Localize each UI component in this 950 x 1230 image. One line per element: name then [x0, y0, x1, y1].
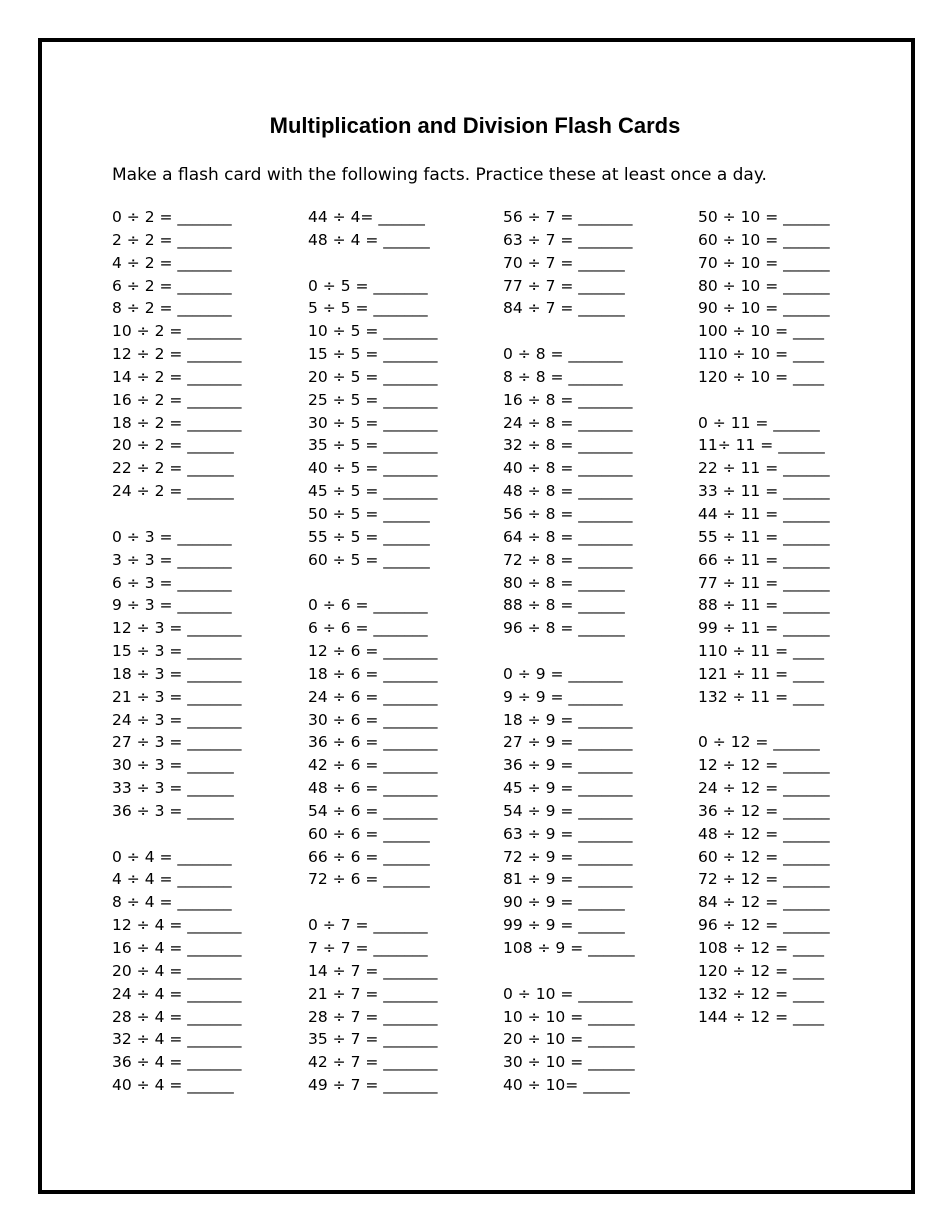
- fact-column-1: [112, 206, 292, 1097]
- division-fact: 108 ÷ 12 = ____: [698, 939, 824, 957]
- division-fact: 5 ÷ 5 = _______: [308, 299, 428, 318]
- division-fact: 77 ÷ 11 = ______: [698, 573, 830, 592]
- division-fact: 30 ÷ 6 = _______: [308, 710, 438, 729]
- division-fact: 48 ÷ 6 = _______: [308, 779, 438, 798]
- group-spacer: [308, 891, 488, 914]
- division-fact: 12 ÷ 12 = ______: [698, 756, 830, 775]
- division-fact: 6 ÷ 6 = _______: [308, 619, 428, 638]
- division-fact: 22 ÷ 2 = ______: [112, 459, 234, 478]
- division-fact: 0 ÷ 3 = _______: [112, 527, 232, 546]
- division-fact: 9 ÷ 9 = _______: [503, 687, 623, 706]
- division-fact: 144 ÷ 12 = ____: [698, 1007, 824, 1026]
- division-fact: 24 ÷ 2 = ______: [112, 482, 234, 501]
- fact-column-4: [698, 206, 878, 1028]
- division-fact: 48 ÷ 8 = _______: [503, 482, 633, 501]
- division-fact: 27 ÷ 3 = _______: [112, 733, 242, 752]
- division-fact: 25 ÷ 5 = _______: [308, 390, 438, 409]
- division-fact: 45 ÷ 9 = _______: [503, 779, 633, 798]
- division-fact: 121 ÷ 11 = ____: [698, 664, 824, 683]
- division-fact: 120 ÷ 10 = ____: [698, 367, 824, 386]
- division-fact: 18 ÷ 9 = _______: [503, 710, 633, 729]
- group-spacer: [698, 709, 878, 732]
- division-fact: 35 ÷ 7 = _______: [308, 1030, 438, 1049]
- division-fact: 20 ÷ 4 = _______: [112, 961, 242, 980]
- division-fact: 6 ÷ 2 = _______: [112, 276, 232, 295]
- division-fact: 27 ÷ 9 = _______: [503, 733, 633, 752]
- division-fact: 100 ÷ 10 = ____: [698, 322, 824, 341]
- division-fact: 7 ÷ 7 = _______: [308, 939, 428, 957]
- division-fact: 44 ÷ 4= ______: [308, 208, 425, 226]
- division-fact: 42 ÷ 6 = _______: [308, 756, 438, 775]
- division-fact: 33 ÷ 11 = ______: [698, 482, 830, 501]
- division-fact: 24 ÷ 3 = _______: [112, 710, 242, 729]
- division-fact: 18 ÷ 3 = _______: [112, 664, 242, 683]
- division-fact: 54 ÷ 9 = _______: [503, 801, 633, 820]
- division-fact: 36 ÷ 3 = ______: [112, 801, 234, 820]
- division-fact: 28 ÷ 7 = _______: [308, 1007, 438, 1026]
- group-spacer: [112, 823, 292, 846]
- division-fact: 8 ÷ 4 = _______: [112, 893, 232, 912]
- division-fact: 96 ÷ 8 = ______: [503, 619, 625, 638]
- division-fact: 60 ÷ 5 = ______: [308, 550, 430, 569]
- division-fact: 72 ÷ 8 = _______: [503, 550, 633, 569]
- division-fact: 20 ÷ 10 = ______: [503, 1030, 635, 1049]
- division-fact: 14 ÷ 7 = _______: [308, 961, 438, 980]
- division-fact: 3 ÷ 3 = _______: [112, 550, 232, 569]
- division-fact: 45 ÷ 5 = _______: [308, 482, 438, 501]
- division-fact: 60 ÷ 10 = ______: [698, 230, 830, 249]
- division-fact: 50 ÷ 5 = ______: [308, 504, 430, 523]
- division-fact: 6 ÷ 3 = _______: [112, 573, 232, 592]
- division-fact: 40 ÷ 4 = ______: [112, 1076, 234, 1095]
- division-fact: 0 ÷ 6 = _______: [308, 596, 428, 615]
- division-fact: 18 ÷ 6 = _______: [308, 664, 438, 683]
- division-fact: 48 ÷ 12 = ______: [698, 824, 830, 843]
- division-fact: 110 ÷ 10 = ____: [698, 345, 824, 364]
- group-spacer: [308, 572, 488, 595]
- division-fact: 32 ÷ 8 = _______: [503, 436, 633, 455]
- division-fact: 120 ÷ 12 = ____: [698, 961, 824, 980]
- division-fact: 40 ÷ 8 = _______: [503, 459, 633, 478]
- division-fact: 30 ÷ 5 = _______: [308, 413, 438, 432]
- division-fact: 8 ÷ 2 = _______: [112, 299, 232, 318]
- division-fact: 55 ÷ 11 = ______: [698, 527, 830, 546]
- division-fact: 63 ÷ 7 = _______: [503, 230, 633, 249]
- division-fact: 110 ÷ 11 = ____: [698, 642, 824, 661]
- division-fact: 99 ÷ 9 = ______: [503, 916, 625, 935]
- group-spacer: [503, 320, 683, 343]
- division-fact: 24 ÷ 4 = _______: [112, 984, 242, 1003]
- division-fact: 0 ÷ 2 = _______: [112, 208, 232, 226]
- division-fact: 22 ÷ 11 = ______: [698, 459, 830, 478]
- division-fact: 0 ÷ 10 = _______: [503, 984, 633, 1003]
- division-fact: 88 ÷ 11 = ______: [698, 596, 830, 615]
- group-spacer: [503, 960, 683, 983]
- division-fact: 28 ÷ 4 = _______: [112, 1007, 242, 1026]
- division-fact: 60 ÷ 12 = ______: [698, 847, 830, 866]
- division-fact: 84 ÷ 7 = ______: [503, 299, 625, 318]
- division-fact: 49 ÷ 7 = _______: [308, 1076, 438, 1095]
- division-fact: 55 ÷ 5 = ______: [308, 527, 430, 546]
- division-fact: 81 ÷ 9 = _______: [503, 870, 633, 889]
- division-fact: 30 ÷ 3 = ______: [112, 756, 234, 775]
- division-fact: 20 ÷ 5 = _______: [308, 367, 438, 386]
- division-fact: 36 ÷ 4 = _______: [112, 1053, 242, 1072]
- group-spacer: [698, 389, 878, 412]
- division-fact: 11÷ 11 = ______: [698, 436, 825, 455]
- fact-column-2: [308, 206, 488, 1097]
- division-fact: 40 ÷ 5 = _______: [308, 459, 438, 478]
- division-fact: 16 ÷ 8 = _______: [503, 390, 633, 409]
- division-fact: 77 ÷ 7 = ______: [503, 276, 625, 295]
- division-fact: 63 ÷ 9 = _______: [503, 824, 633, 843]
- division-fact: 72 ÷ 9 = _______: [503, 847, 633, 866]
- division-fact: 54 ÷ 6 = _______: [308, 801, 438, 820]
- division-fact: 0 ÷ 11 = ______: [698, 413, 820, 432]
- division-fact: 4 ÷ 2 = _______: [112, 253, 232, 272]
- division-fact: 48 ÷ 4 = ______: [308, 230, 430, 249]
- division-fact: 16 ÷ 2 = _______: [112, 390, 242, 409]
- division-fact: 32 ÷ 4 = _______: [112, 1030, 242, 1049]
- division-fact: 0 ÷ 8 = _______: [503, 345, 623, 364]
- division-fact: 12 ÷ 2 = _______: [112, 345, 242, 364]
- division-fact: 72 ÷ 12 = ______: [698, 870, 830, 889]
- division-fact: 90 ÷ 9 = ______: [503, 893, 625, 912]
- division-fact: 8 ÷ 8 = _______: [503, 367, 623, 386]
- division-fact: 18 ÷ 2 = _______: [112, 413, 242, 432]
- division-fact: 132 ÷ 11 = ____: [698, 687, 824, 706]
- group-spacer: [112, 503, 292, 526]
- division-fact: 50 ÷ 10 = ______: [698, 208, 830, 226]
- division-fact: 12 ÷ 3 = _______: [112, 619, 242, 638]
- division-fact: 80 ÷ 10 = ______: [698, 276, 830, 295]
- division-fact: 84 ÷ 12 = ______: [698, 893, 830, 912]
- division-fact: 96 ÷ 12 = ______: [698, 916, 830, 935]
- division-fact: 72 ÷ 6 = ______: [308, 870, 430, 889]
- division-fact: 21 ÷ 3 = _______: [112, 687, 242, 706]
- division-fact: 60 ÷ 6 = ______: [308, 824, 430, 843]
- division-fact: 20 ÷ 2 = ______: [112, 436, 234, 455]
- division-fact: 132 ÷ 12 = ____: [698, 984, 824, 1003]
- division-fact: 66 ÷ 11 = ______: [698, 550, 830, 569]
- page-title: Multiplication and Division Flash Cards: [269, 113, 681, 138]
- division-fact: 12 ÷ 4 = _______: [112, 916, 242, 935]
- instructions: Make a flash card with the following facts. Practice these at least once a day.: [112, 165, 767, 185]
- division-fact: 36 ÷ 12 = ______: [698, 801, 830, 820]
- division-fact: 24 ÷ 12 = ______: [698, 779, 830, 798]
- division-fact: 0 ÷ 7 = _______: [308, 916, 428, 935]
- division-fact: 15 ÷ 5 = _______: [308, 345, 438, 364]
- division-fact: 0 ÷ 9 = _______: [503, 664, 623, 683]
- division-fact: 40 ÷ 10= ______: [503, 1076, 630, 1095]
- division-fact: 36 ÷ 6 = _______: [308, 733, 438, 752]
- division-fact: 90 ÷ 10 = ______: [698, 299, 830, 318]
- division-fact: 12 ÷ 6 = _______: [308, 642, 438, 661]
- division-fact: 10 ÷ 10 = ______: [503, 1007, 635, 1026]
- division-fact: 16 ÷ 4 = _______: [112, 939, 242, 957]
- division-fact: 0 ÷ 4 = _______: [112, 847, 232, 866]
- division-fact: 108 ÷ 9 = ______: [503, 939, 635, 957]
- group-spacer: [308, 252, 488, 275]
- division-fact: 70 ÷ 10 = ______: [698, 253, 830, 272]
- division-fact: 64 ÷ 8 = _______: [503, 527, 633, 546]
- group-spacer: [503, 640, 683, 663]
- division-fact: 70 ÷ 7 = ______: [503, 253, 625, 272]
- fact-column-3: [503, 206, 683, 1097]
- division-fact: 10 ÷ 5 = _______: [308, 322, 438, 341]
- division-fact: 14 ÷ 2 = _______: [112, 367, 242, 386]
- division-fact: 15 ÷ 3 = _______: [112, 642, 242, 661]
- division-fact: 99 ÷ 11 = ______: [698, 619, 830, 638]
- division-fact: 35 ÷ 5 = _______: [308, 436, 438, 455]
- division-fact: 9 ÷ 3 = _______: [112, 596, 232, 615]
- division-fact: 10 ÷ 2 = _______: [112, 322, 242, 341]
- division-fact: 33 ÷ 3 = ______: [112, 779, 234, 798]
- division-fact: 0 ÷ 5 = _______: [308, 276, 428, 295]
- division-fact: 42 ÷ 7 = _______: [308, 1053, 438, 1072]
- division-fact: 66 ÷ 6 = ______: [308, 847, 430, 866]
- division-fact: 4 ÷ 4 = _______: [112, 870, 232, 889]
- division-fact: 0 ÷ 12 = ______: [698, 733, 820, 752]
- division-fact: 56 ÷ 8 = _______: [503, 504, 633, 523]
- division-fact: 80 ÷ 8 = ______: [503, 573, 625, 592]
- division-fact: 24 ÷ 8 = _______: [503, 413, 633, 432]
- division-fact: 30 ÷ 10 = ______: [503, 1053, 635, 1072]
- division-fact: 2 ÷ 2 = _______: [112, 230, 232, 249]
- division-fact: 24 ÷ 6 = _______: [308, 687, 438, 706]
- division-fact: 44 ÷ 11 = ______: [698, 504, 830, 523]
- division-fact: 21 ÷ 7 = _______: [308, 984, 438, 1003]
- division-fact: 36 ÷ 9 = _______: [503, 756, 633, 775]
- division-fact: 56 ÷ 7 = _______: [503, 208, 633, 226]
- division-fact: 88 ÷ 8 = ______: [503, 596, 625, 615]
